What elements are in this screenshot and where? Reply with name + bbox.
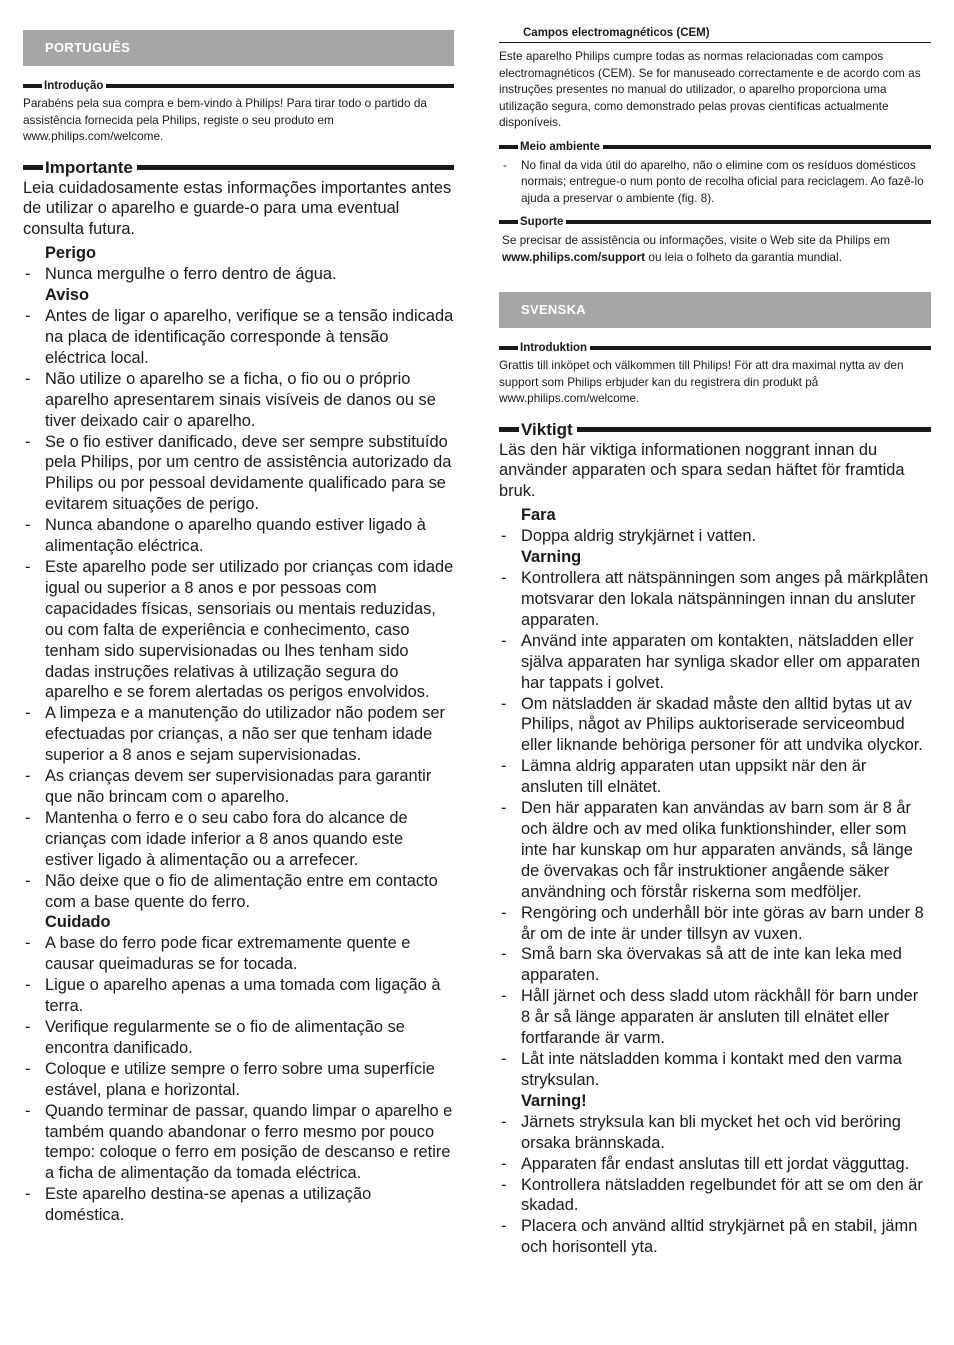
list-dash: - xyxy=(501,569,507,588)
heading-text: Importante xyxy=(45,157,133,177)
list-dash: - xyxy=(501,1217,507,1236)
danger-list xyxy=(499,526,931,547)
left-column xyxy=(23,0,454,1226)
right-column xyxy=(499,0,931,1258)
section-heading-meio-ambiente xyxy=(499,140,931,154)
heading-text: Viktigt xyxy=(521,419,573,439)
subheading-fara: Fara xyxy=(521,506,556,525)
environment-list xyxy=(499,157,931,207)
heading-rule xyxy=(603,145,931,149)
caution-list xyxy=(499,1112,931,1258)
intro-paragraph: Parabéns pela sua compra e bem-vindo à Philips! Para tirar todo o partido da assistência fornecida pela Philips, registe o seu produto em www.philips.com/welcome. xyxy=(23,96,427,143)
list-item xyxy=(23,1101,454,1185)
list-dash: - xyxy=(25,934,31,953)
list-item xyxy=(499,1175,931,1217)
section-heading-introduktion xyxy=(499,341,931,355)
list-item xyxy=(23,515,454,557)
list-item-text: Se o fio estiver danificado, deve ser sempre substituído pela Philips, por um centro de assistência autorizado da Philips ou por pessoal devidamente qualificado para se evitarem situações de perigo. xyxy=(45,432,452,514)
subheading-varning-caution: Varning! xyxy=(521,1091,587,1110)
list-item-text: Não deixe que o fio de alimentação entre em contacto com a base quente do ferro. xyxy=(45,871,438,911)
list-dash: - xyxy=(501,987,507,1006)
heading-rule xyxy=(577,427,931,432)
list-item-text: Doppa aldrig strykjärnet i vatten. xyxy=(521,527,757,546)
list-dash: - xyxy=(501,694,507,713)
heading-text: Meio ambiente xyxy=(520,140,600,153)
heading-text: Suporte xyxy=(520,216,564,228)
subheading-cuidado: Cuidado xyxy=(45,913,111,932)
list-item xyxy=(499,1154,931,1175)
list-item-text: A limpeza e a manutenção do utilizador não podem ser efectuadas por crianças, a não ser que tenham idade superior a 8 anos e sejam supervisionadas. xyxy=(45,704,445,765)
list-item-text: Placera och använd alltid strykjärnet på en stabil, jämn och horisontell yta. xyxy=(521,1217,918,1257)
list-dash: - xyxy=(501,1112,507,1131)
list-item xyxy=(23,808,454,871)
list-item xyxy=(23,557,454,703)
list-item xyxy=(499,631,931,694)
list-dash: - xyxy=(25,369,31,388)
heading-rule xyxy=(566,220,931,224)
list-item-text: Kontrollera nätsladden regelbundet för att se om den är skadad. xyxy=(521,1175,923,1215)
section-heading-importante xyxy=(23,158,454,178)
list-item-text: Mantenha o ferro e o seu cabo fora do alcance de crianças com idade inferior a 8 anos quando este estiver ligado à alimentação ou a arrefecer. xyxy=(45,808,408,869)
caution-list xyxy=(23,933,454,1226)
list-dash: - xyxy=(25,307,31,326)
heading-rule xyxy=(590,346,931,350)
list-dash: - xyxy=(501,757,507,776)
heading-text: Introdução xyxy=(44,80,104,92)
list-item xyxy=(23,766,454,808)
list-item-text: As crianças devem ser supervisionadas para garantir que não brincam com o aparelho. xyxy=(45,767,432,806)
heading-bar xyxy=(499,346,518,350)
list-item xyxy=(499,694,931,757)
list-item xyxy=(499,798,931,903)
important-paragraph: Leia cuidadosamente estas informações importantes antes de utilizar o aparelho e guarde-o para uma eventual consulta futura. xyxy=(23,178,452,239)
support-text-end: ou leia o folheto da garantia mundial. xyxy=(648,249,842,264)
list-item xyxy=(499,756,931,798)
list-item xyxy=(499,1049,931,1091)
list-item-text: Apparaten får endast anslutas till ett jordat vägguttag. xyxy=(521,1154,910,1173)
list-dash: - xyxy=(25,871,31,890)
heading-bar xyxy=(499,427,519,432)
list-item-text: Kontrollera att nätspänningen som anges på märkplåten motsvarar den lokala nätspänningen innan du ansluter apparaten. xyxy=(521,569,929,629)
list-dash: - xyxy=(503,157,507,172)
subheading-perigo: Perigo xyxy=(45,244,97,263)
list-dash: - xyxy=(25,976,31,995)
heading-bar xyxy=(499,220,518,224)
list-dash: - xyxy=(25,1185,31,1204)
list-item xyxy=(499,986,931,1049)
heading-bar xyxy=(23,84,42,88)
warning-list xyxy=(499,568,931,1091)
list-item xyxy=(23,1184,454,1226)
list-item xyxy=(23,1059,454,1101)
danger-list xyxy=(23,264,454,285)
list-item xyxy=(23,306,454,369)
heading-rule xyxy=(106,84,454,88)
list-dash: - xyxy=(25,558,31,576)
list-dash: - xyxy=(501,799,507,818)
list-dash: - xyxy=(501,1175,507,1194)
list-item xyxy=(499,568,931,631)
list-dash: - xyxy=(501,527,507,546)
list-dash: - xyxy=(25,1018,31,1037)
list-dash: - xyxy=(501,1154,507,1173)
list-item-text: Não utilize o aparelho se a ficha, o fio ou o próprio aparelho apresentarem sinais visíveis de danos ou se tiver deixado cair o aparelho. xyxy=(45,369,436,430)
support-paragraph xyxy=(499,232,931,265)
list-item xyxy=(499,944,931,986)
heading-bar xyxy=(23,165,43,170)
list-dash: - xyxy=(25,1059,31,1078)
list-item xyxy=(499,157,931,207)
list-item-text: A base do ferro pode ficar extremamente quente e causar queimaduras se for tocada. xyxy=(45,934,411,974)
list-item xyxy=(23,975,454,1017)
heading-bar xyxy=(499,145,518,149)
support-link[interactable]: www.philips.com/support xyxy=(502,249,646,264)
section-heading-suporte xyxy=(499,215,931,229)
list-item-text: Nunca mergulhe o ferro dentro de água. xyxy=(45,265,337,284)
list-dash: - xyxy=(25,808,31,827)
list-item-text: Este aparelho pode ser utilizado por crianças com idade igual ou superior a 8 anos e por pessoas com capacidades físicas, sensoriais ou mentais reduzidas, ou com falta de experiência e conhecimento, caso tenham sido supervisionadas ou lhes tenham sido dadas instruções relativas à utilização segura do aparelho e se forem alertadas os perigos envolvidos. xyxy=(45,558,454,702)
list-dash: - xyxy=(501,945,507,964)
list-item-text: Este aparelho destina-se apenas a utilização doméstica. xyxy=(45,1185,372,1225)
list-item-text: Antes de ligar o aparelho, verifique se a tensão indicada na placa de identificação corresponde à tensão eléctrica local. xyxy=(45,307,454,367)
section-heading-cem: Campos electromagnéticos (CEM) xyxy=(499,26,931,43)
list-item-text: Nunca abandone o aparelho quando estiver ligado à alimentação eléctrica. xyxy=(45,516,426,556)
important-paragraph: Läs den här viktiga informationen noggrant innan du använder apparaten och spara sedan häftet för framtida bruk. xyxy=(499,440,905,501)
list-item xyxy=(499,1112,931,1154)
list-item-text: Använd inte apparaten om kontakten, nätsladden eller själva apparaten har synliga skador eller om apparaten har tappats i golvet. xyxy=(521,631,921,692)
list-item xyxy=(23,703,454,766)
list-dash: - xyxy=(25,704,31,723)
list-item-text: Små barn ska övervakas så att de inte kan leka med apparaten. xyxy=(521,945,902,985)
list-item-text: Rengöring och underhåll bör inte göras av barn under 8 år om de inte är under tillsyn av vuxen. xyxy=(521,903,924,943)
language-header-svenska: SVENSKA xyxy=(499,292,931,328)
list-dash: - xyxy=(25,516,31,535)
language-header-portuguese: PORTUGUÊS xyxy=(23,30,454,66)
list-item xyxy=(23,933,454,975)
list-item xyxy=(499,1216,931,1258)
list-item-text: Quando terminar de passar, quando limpar o aparelho e também quando abandonar o ferro mesmo por pouco tempo: coloque o ferro em posição de descanso e retire a ficha de alimentação da tomada eléctrica. xyxy=(45,1101,453,1183)
list-item-text: Håll järnet och dess sladd utom räckhåll för barn under 8 år så länge apparaten är ansluten till elnätet eller fortfarande är varm. xyxy=(521,987,919,1048)
list-item-text: Om nätsladden är skadad måste den alltid bytas ut av Philips, något av Philips auktoriserade serviceombud eller liknande behöriga personer för att undvika olyckor. xyxy=(521,694,923,755)
list-item xyxy=(499,526,931,547)
list-dash: - xyxy=(501,1049,507,1068)
section-heading-viktigt xyxy=(499,420,931,440)
list-item-text: Den här apparaten kan användas av barn som är 8 år och äldre och av med olika funktionshinder, eller som inte har kunskap om hur apparaten används, så länge de övervakas och får instruktioner angående säker användning och förstår riskerna som medföljer. xyxy=(521,799,913,901)
list-item-text: Järnets stryksula kan bli mycket het och vid beröring orsaka brännskada. xyxy=(521,1112,901,1152)
list-item-text: Verifique regularmente se o fio de alimentação se encontra danificado. xyxy=(45,1018,405,1057)
list-dash: - xyxy=(501,631,507,650)
list-item xyxy=(23,264,454,285)
intro-paragraph: Grattis till inköpet och välkommen till Philips! För att dra maximal nytta av den support som Philips erbjuder kan du registrera din produkt på www.philips.com/welcome. xyxy=(499,358,904,405)
heading-text: Introduktion xyxy=(520,342,588,354)
list-item-text: Ligue o aparelho apenas a uma tomada com ligação à terra. xyxy=(45,976,441,1016)
list-dash: - xyxy=(25,767,31,786)
list-item xyxy=(23,369,454,432)
list-item xyxy=(23,871,454,913)
list-item-text: Lämna aldrig apparaten utan uppsikt när den är ansluten till elnätet. xyxy=(521,757,867,797)
list-dash: - xyxy=(25,265,31,284)
list-item-text: Låt inte nätsladden komma i kontakt med den varma stryksulan. xyxy=(521,1049,902,1089)
subheading-varning: Varning xyxy=(521,548,582,567)
list-dash: - xyxy=(25,1101,31,1120)
list-dash: - xyxy=(25,432,31,451)
list-item xyxy=(23,432,454,516)
warning-list xyxy=(23,306,454,912)
list-dash: - xyxy=(501,903,507,922)
heading-rule xyxy=(137,165,454,170)
list-item-text: Coloque e utilize sempre o ferro sobre uma superfície estável, plana e horizontal. xyxy=(45,1059,435,1099)
subheading-aviso: Aviso xyxy=(45,286,90,305)
list-item xyxy=(23,1017,454,1059)
support-text-start: Se precisar de assistência ou informações, visite o Web site da Philips em xyxy=(502,233,890,247)
list-item-text: No final da vida útil do aparelho, não o elimine com os resíduos domésticos normais; entregue-o num ponto de recolha oficial para reciclagem. Ao fazê-lo ajuda a preservar o ambiente (fig. 8). xyxy=(521,157,924,205)
list-item xyxy=(499,903,931,945)
emf-paragraph: Este aparelho Philips cumpre todas as normas relacionadas com campos electromagnéticos (CEM). Se for manuseado correctamente e de acordo com as instruções presentes no manual do utilizador, o aparelho proporciona uma utilização segura, como demonstrado pelas provas científicas actualmente disponíveis. xyxy=(499,49,921,129)
section-heading-introducao xyxy=(23,79,454,93)
